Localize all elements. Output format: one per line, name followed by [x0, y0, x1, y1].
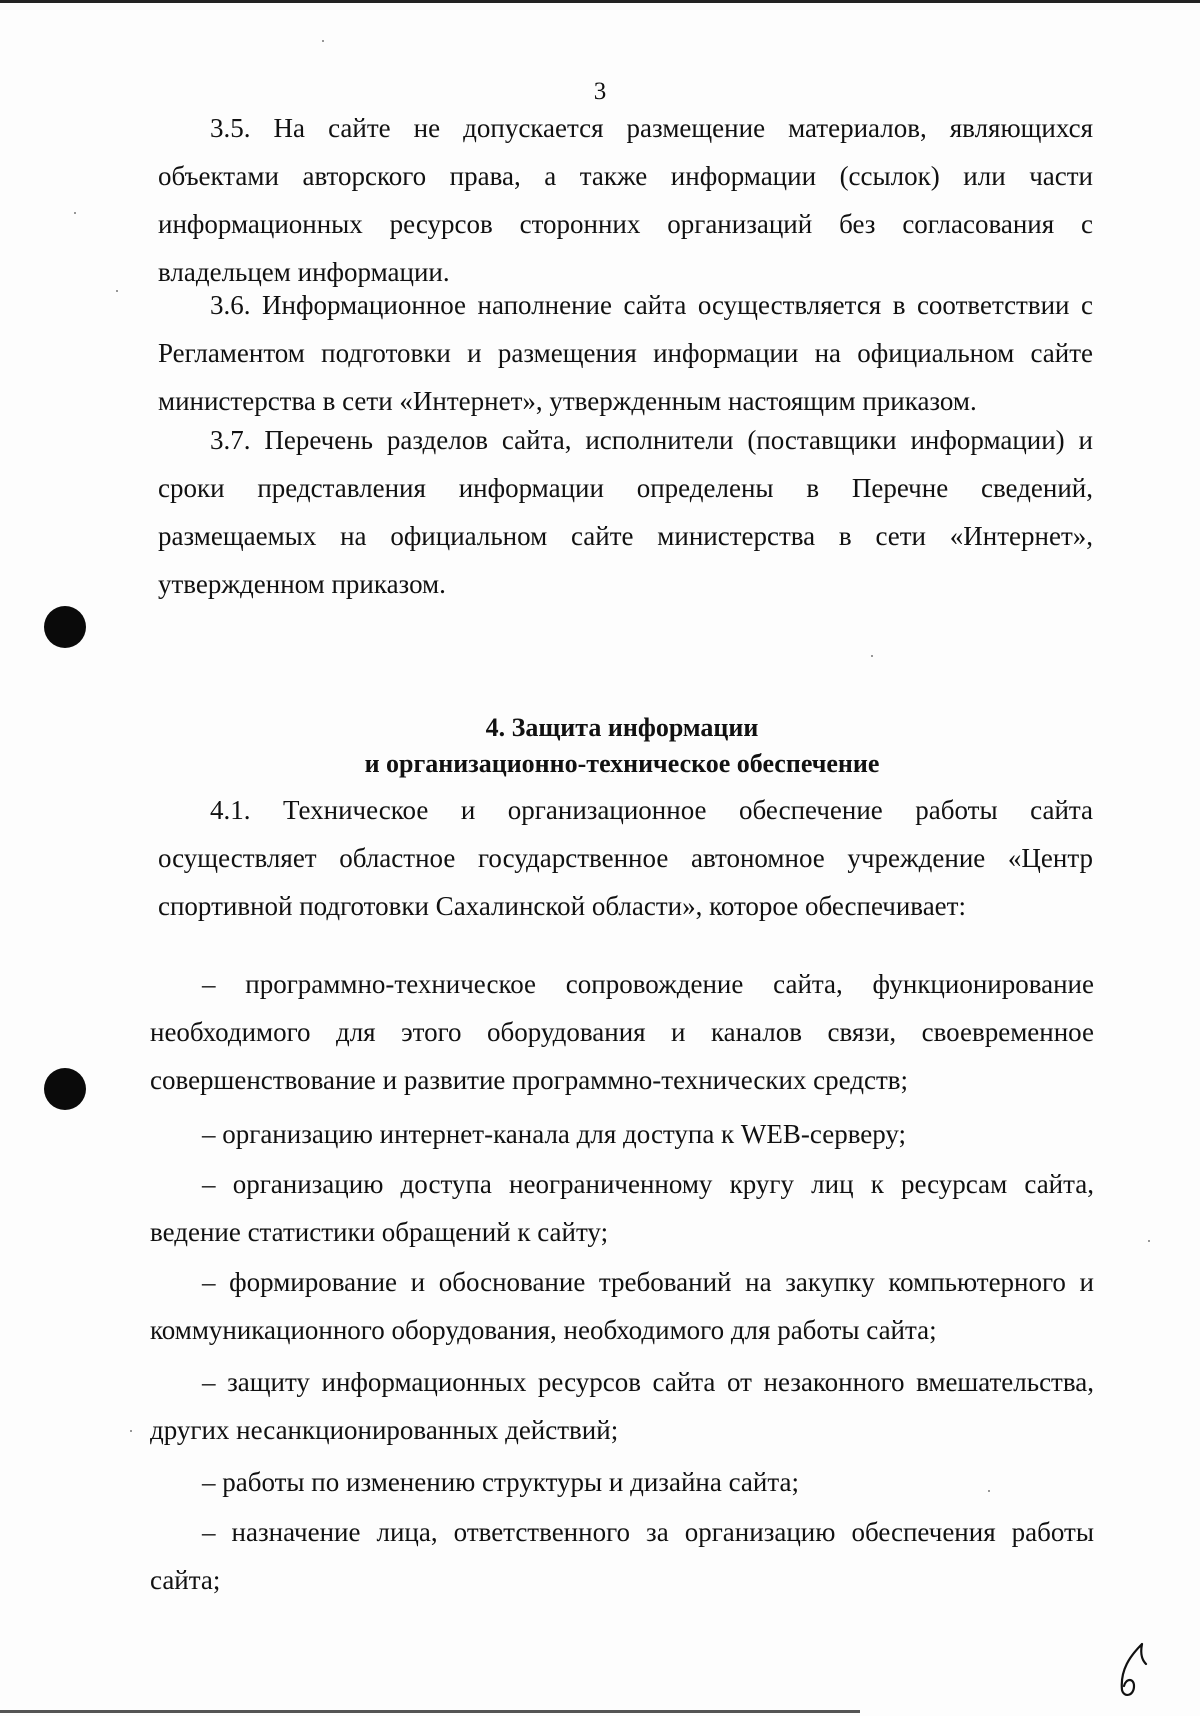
bottom-scan-edge — [0, 1710, 860, 1713]
list-item-4: – формирование и обоснование требований на закупку компьютерного и коммуникационного оборудования, необходимого для работы сайта; — [150, 1267, 1094, 1345]
scan-speck — [130, 1430, 132, 1432]
top-scan-edge — [0, 0, 1200, 3]
scan-speck — [74, 212, 76, 214]
scan-speck — [322, 40, 324, 42]
list-item-3: – организацию доступа неограниченному кругу лиц к ресурсам сайта, ведение статистики обращений к сайту; — [150, 1169, 1094, 1247]
page-number: 3 — [593, 78, 607, 105]
list-item-5: – защиту информационных ресурсов сайта от незаконного вмешательства, других несанкционированных действий; — [150, 1367, 1094, 1445]
paragraph-4-1: 4.1. Техническое и организационное обеспечение работы сайта осуществляет областное государственное автономное учреждение «Центр спортивной подготовки Сахалинской области», которое обеспечивает: — [158, 795, 1093, 921]
list-item-7: – назначение лица, ответственного за организацию обеспечения работы сайта; — [150, 1517, 1094, 1595]
section-4-heading-line-2: и организационно-техническое обеспечение — [364, 749, 880, 778]
handwritten-mark — [1112, 1640, 1152, 1700]
section-4-heading — [150, 710, 1094, 782]
paragraph-3-6: 3.6. Информационное наполнение сайта осуществляется в соответствии с Регламентом подготовки и размещения информации на официальном сайте министерства в сети «Интернет», утвержденным настоящим приказом. — [158, 290, 1093, 416]
section-4-heading-line-1: 4. Защита информации — [485, 713, 759, 742]
scan-speck — [116, 290, 118, 292]
paragraph-3-5: 3.5. На сайте не допускается размещение материалов, являющихся объектами авторского права, а также информации (ссылок) или части информационных ресурсов сторонних организаций без согласования с владельцем информации. — [158, 113, 1093, 287]
punch-hole-upper — [44, 606, 86, 648]
punch-hole-lower — [44, 1068, 86, 1110]
paragraph-3-7: 3.7. Перечень разделов сайта, исполнители (поставщики информации) и сроки представления информации определены в Перечне сведений, размещаемых на официальном сайте министерства в сети «Интернет», утвержденном приказом. — [158, 425, 1093, 599]
scan-speck — [1148, 1240, 1150, 1242]
list-item-2: – организацию интернет-канала для доступа к WEB-серверу; — [202, 1119, 907, 1149]
scan-speck — [871, 655, 873, 657]
list-item-6: – работы по изменению структуры и дизайна сайта; — [202, 1467, 799, 1497]
list-item-1: – программно-техническое сопровождение сайта, функционирование необходимого для этого оборудования и каналов связи, своевременное совершенствование и развитие программно-технических средств; — [150, 969, 1094, 1095]
scan-speck — [988, 1490, 990, 1492]
